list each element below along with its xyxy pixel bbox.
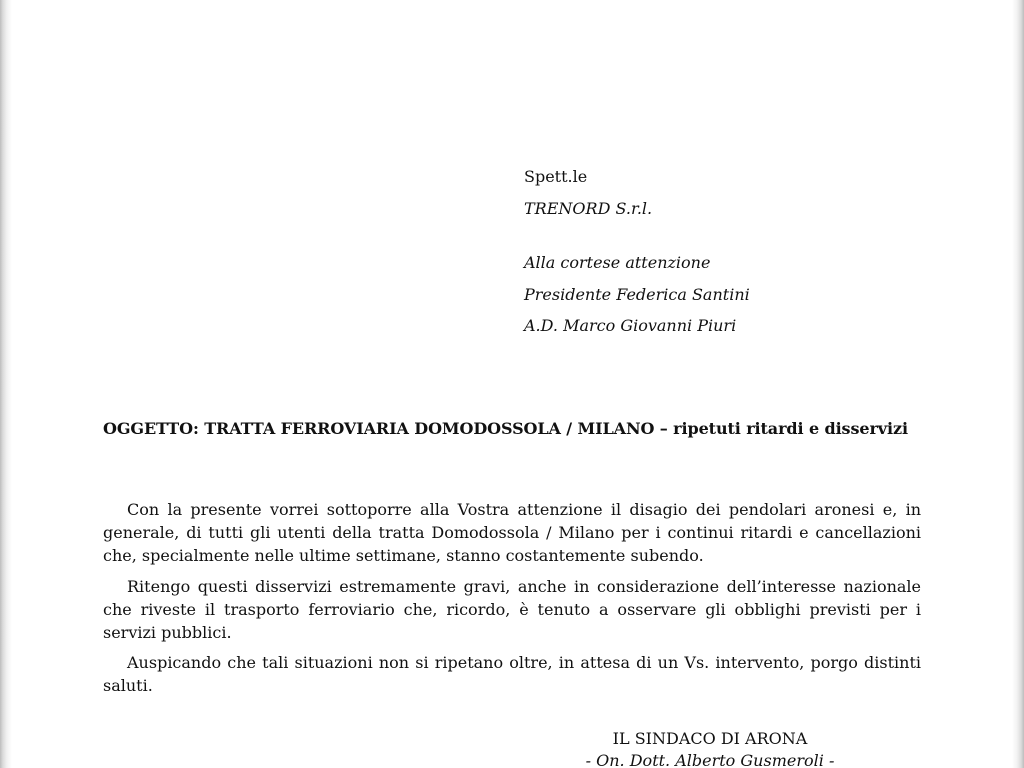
recipient-salutation: Spett.le	[524, 167, 588, 186]
recipient-company: TRENORD S.r.l.	[524, 199, 653, 218]
signature-title: IL SINDACO DI ARONA	[612, 729, 808, 748]
body-paragraph-1: Con la presente vorrei sottoporre alla Vostra attenzione il disagio dei pendolari aronesi e, in generale, di tutti gli utenti della tratta Domodossola / Milano per i continui ritardi e cancellazioni che, specialmente nelle ultime settimane, stanno costantemente subendo.	[103, 500, 921, 565]
body-paragraph-3: Auspicando che tali situazioni non si ripetano oltre, in attesa di un Vs. intervento, porgo distinti saluti.	[103, 653, 921, 695]
recipient-attention: Alla cortese attenzione	[524, 253, 711, 272]
signature-name: - On. Dott. Alberto Gusmeroli -	[585, 751, 835, 768]
recipient-president: Presidente Federica Santini	[524, 285, 750, 304]
body-paragraph-2: Ritengo questi disservizi estremamente gravi, anche in considerazione dell’interesse nazionale che riveste il trasporto ferroviario che, ricordo, è tenuto a osservare gli obblighi previsti per i servizi pubblici.	[103, 577, 921, 642]
page-edge-left	[0, 0, 12, 768]
page-edge-right	[1012, 0, 1024, 768]
letter-subject: OGGETTO: TRATTA FERROVIARIA DOMODOSSOLA / MILANO – ripetuti ritardi e disservizi	[103, 419, 908, 438]
recipient-ceo: A.D. Marco Giovanni Piuri	[524, 316, 737, 335]
